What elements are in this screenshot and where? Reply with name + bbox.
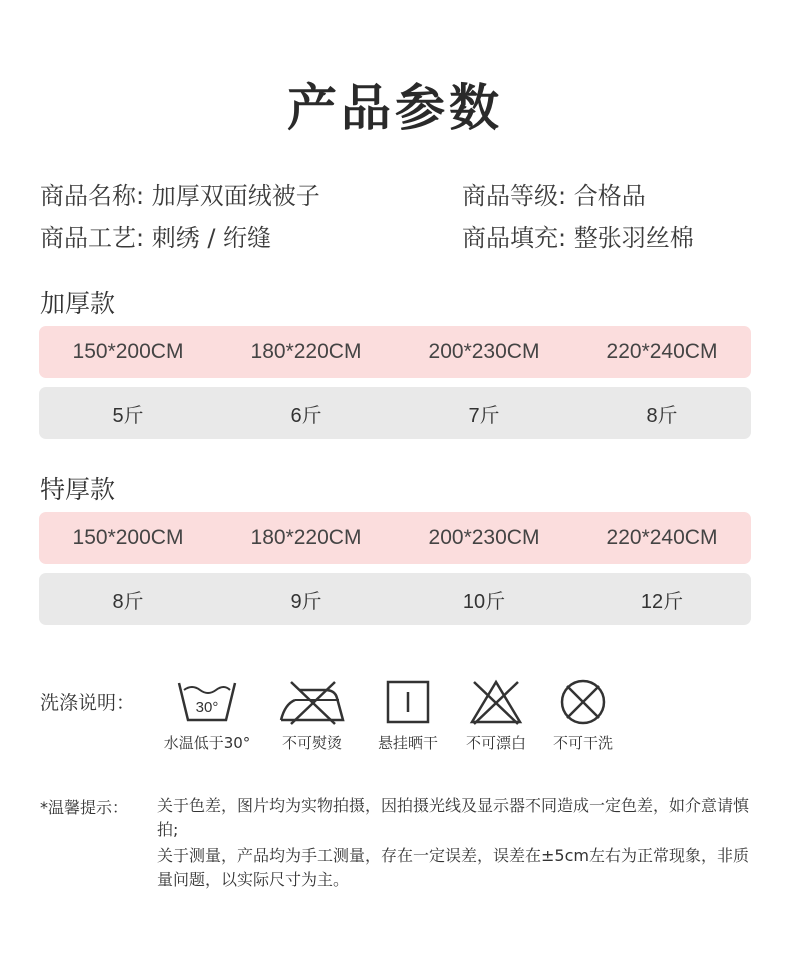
product-params <box>40 172 760 256</box>
page-title: 产品参数 <box>287 79 503 137</box>
param-craft: 商品工艺: 刺绣 / 绗缝 <box>40 223 272 252</box>
param-product-name: 商品名称: 加厚双面绒被子 <box>40 181 320 210</box>
wash-item <box>270 678 354 753</box>
wash-item-label: 不可熨烫 <box>281 734 342 752</box>
weight-cell: 8斤 <box>112 590 144 613</box>
weight-row-thick <box>39 387 751 439</box>
weight-row-extra-thick <box>39 573 751 625</box>
wash-label: 洗涤说明： <box>40 692 136 714</box>
no-tumble-dry-icon <box>557 678 609 726</box>
wash-item <box>366 678 450 753</box>
weight-cell: 9斤 <box>290 590 322 613</box>
wash-item <box>152 678 262 753</box>
param-row <box>40 172 760 214</box>
weight-cell: 5斤 <box>112 404 144 427</box>
size-cell: 200*230CM <box>428 526 540 549</box>
wash-item-label: 水温低于30° <box>163 734 251 752</box>
size-cell: 150*200CM <box>72 526 184 549</box>
tip-measure: 关于测量，产品均为手工测量，存在一定误差，误差在±5cm左右为正常现象，非质量问题，以实际尺寸为主。 <box>157 846 749 889</box>
tip-color: 关于色差，图片均为实物拍摄，因拍摄光线及显示器不同造成一定色差，如介意请慎拍; <box>157 796 750 839</box>
weight-cell: 8斤 <box>646 404 678 427</box>
size-cell: 150*200CM <box>72 340 184 363</box>
param-grade: 商品等级: 合格品 <box>462 181 646 210</box>
size-row-thick <box>39 326 751 378</box>
wash-temp: 30° <box>195 699 219 716</box>
weight-cell: 10斤 <box>462 590 506 613</box>
wash-item <box>541 678 625 753</box>
size-cell: 200*230CM <box>428 340 540 363</box>
no-bleach-icon <box>468 678 524 726</box>
weight-cell: 6斤 <box>290 404 322 427</box>
tips-label: *温馨提示： <box>40 798 129 817</box>
hang-dry-icon <box>384 678 432 726</box>
no-iron-icon <box>277 678 347 726</box>
wash-item-label: 悬挂晒干 <box>377 734 438 752</box>
section-title-thick: 加厚款 <box>40 289 116 318</box>
section-title-extra-thick: 特厚款 <box>40 475 116 504</box>
weight-cell: 7斤 <box>468 404 500 427</box>
wash-item <box>454 678 538 753</box>
size-cell: 220*240CM <box>606 526 718 549</box>
size-cell: 180*220CM <box>250 340 362 363</box>
size-cell: 180*220CM <box>250 526 362 549</box>
size-cell: 220*240CM <box>606 340 718 363</box>
size-row-extra-thick <box>39 512 751 564</box>
param-filling: 商品填充: 整张羽丝棉 <box>462 223 694 252</box>
wash-item-label: 不可漂白 <box>465 734 526 752</box>
wash-30-icon <box>176 678 238 726</box>
param-row <box>40 214 760 256</box>
wash-item-label: 不可干洗 <box>552 734 613 752</box>
weight-cell: 12斤 <box>640 590 684 613</box>
